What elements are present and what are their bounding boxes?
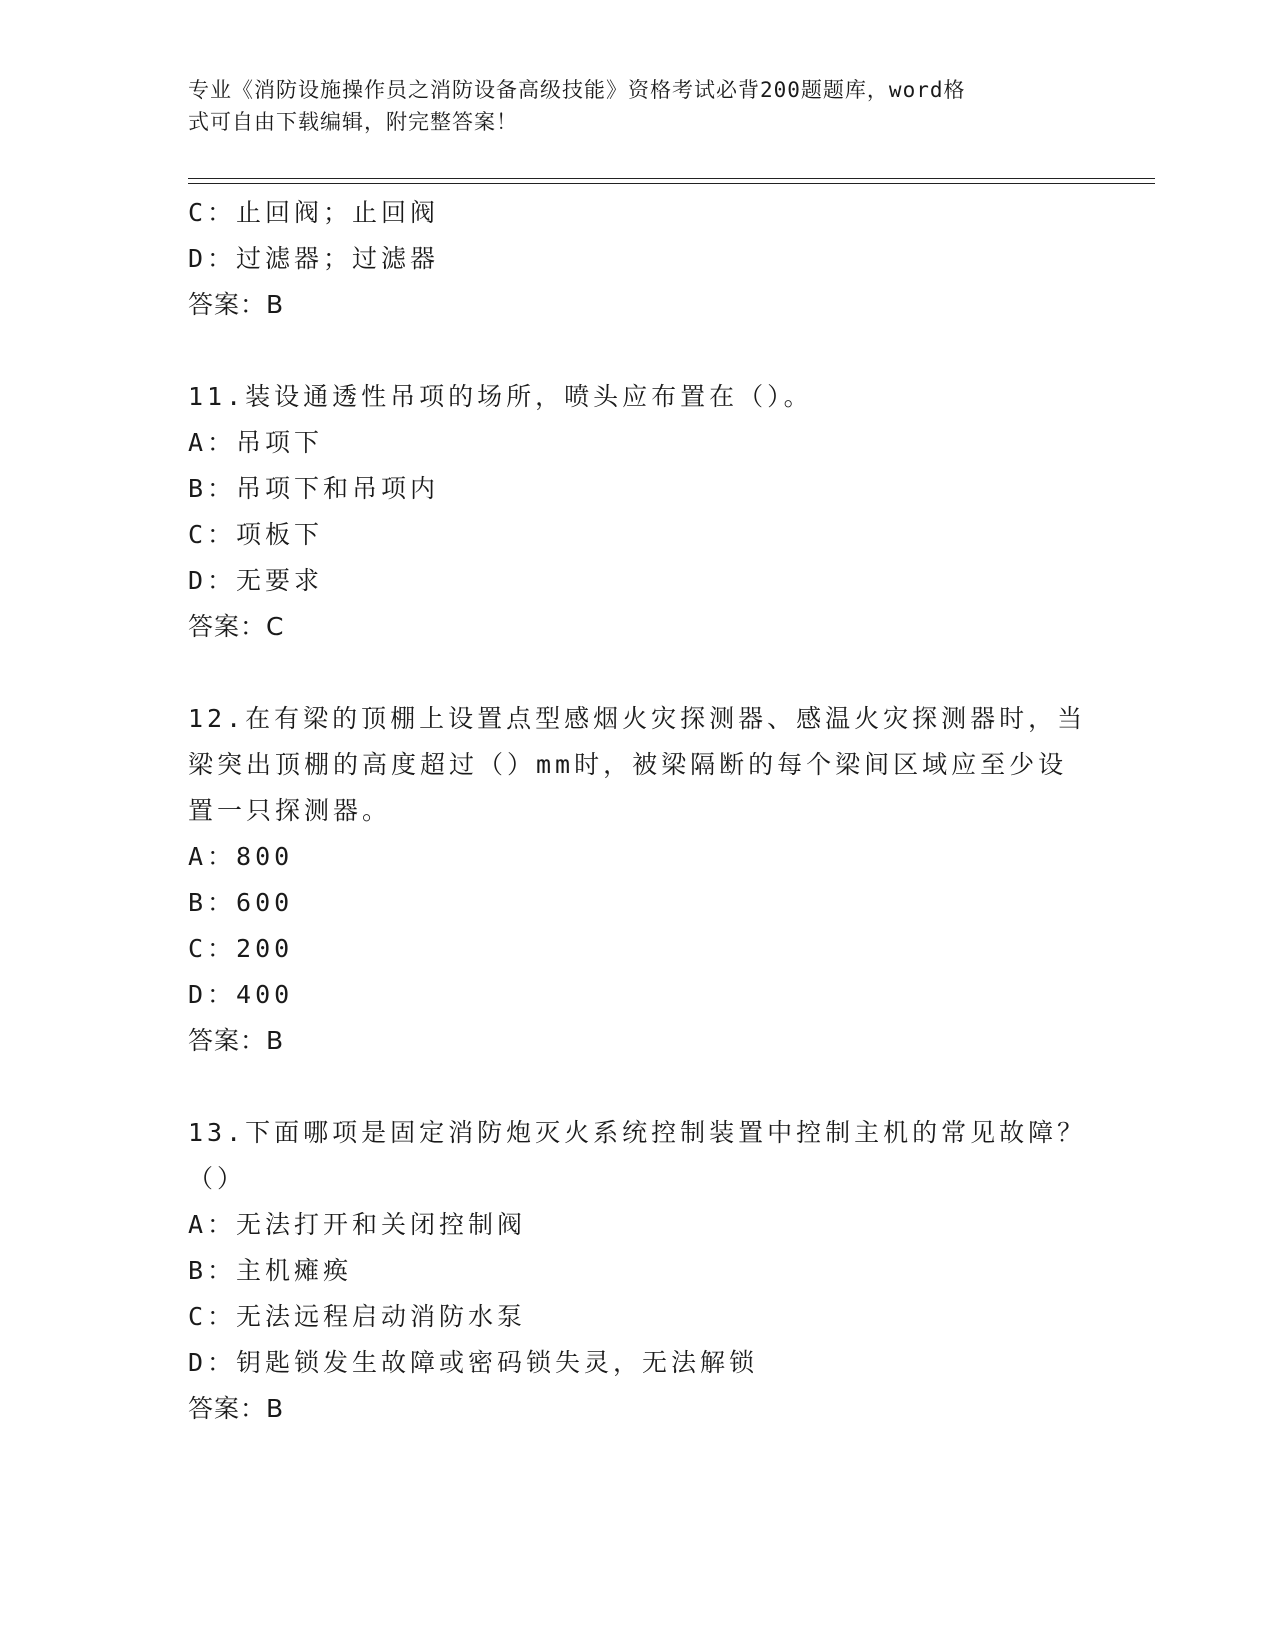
question-stem-line-3: 置一只探测器。: [188, 796, 392, 825]
option-a: A：800: [188, 842, 294, 871]
spacer: [188, 1064, 1088, 1110]
option-c: C：200: [188, 934, 294, 963]
header-line-1: 专业《消防设施操作员之消防设备高级技能》资格考试必背200题题库，word格: [188, 78, 966, 102]
option-c: C：项板下: [188, 520, 324, 549]
answer-line: 答案：B: [188, 290, 285, 319]
header-divider-top: [188, 178, 1155, 179]
header-line-2: 式可自由下载编辑，附完整答案！: [188, 110, 518, 134]
option-a: A：吊项下: [188, 428, 324, 457]
option-b: B：吊项下和吊项内: [188, 474, 440, 503]
option-d: D：过滤器；过滤器: [188, 244, 440, 273]
option-d: D：钥匙锁发生故障或密码锁失灵，无法解锁: [188, 1348, 759, 1377]
question-stem-line-2: （）: [188, 1164, 247, 1193]
question-stem-line-2: 梁突出顶棚的高度超过（）mm时，被梁隔断的每个梁间区域应至少设: [188, 750, 1068, 779]
header-divider-bottom: [188, 183, 1155, 184]
spacer: [188, 650, 1088, 696]
document-header: [188, 74, 1068, 138]
option-d: D：无要求: [188, 566, 324, 595]
answer-line: 答案：B: [188, 1026, 285, 1055]
option-c: C：无法远程启动消防水泵: [188, 1302, 527, 1331]
option-d: D：400: [188, 980, 294, 1009]
previous-question-block: [188, 190, 1088, 328]
option-a: A：无法打开和关闭控制阀: [188, 1210, 527, 1239]
answer-line: 答案：C: [188, 612, 285, 641]
option-c: C：止回阀；止回阀: [188, 198, 440, 227]
question-stem-line-1: 13.下面哪项是固定消防炮灭火系统控制装置中控制主机的常见故障？: [188, 1118, 1087, 1147]
question-11: [188, 374, 1088, 650]
question-13: [188, 1110, 1088, 1432]
option-b: B：主机瘫痪: [188, 1256, 353, 1285]
question-stem: 11.装设通透性吊项的场所，喷头应布置在（）。: [188, 382, 813, 411]
question-12: [188, 696, 1088, 1064]
question-list: [188, 190, 1088, 1432]
question-stem-line-1: 12.在有梁的顶棚上设置点型感烟火灾探测器、感温火灾探测器时，当: [188, 704, 1087, 733]
answer-line: 答案：B: [188, 1394, 285, 1423]
option-b: B：600: [188, 888, 294, 917]
spacer: [188, 328, 1088, 374]
